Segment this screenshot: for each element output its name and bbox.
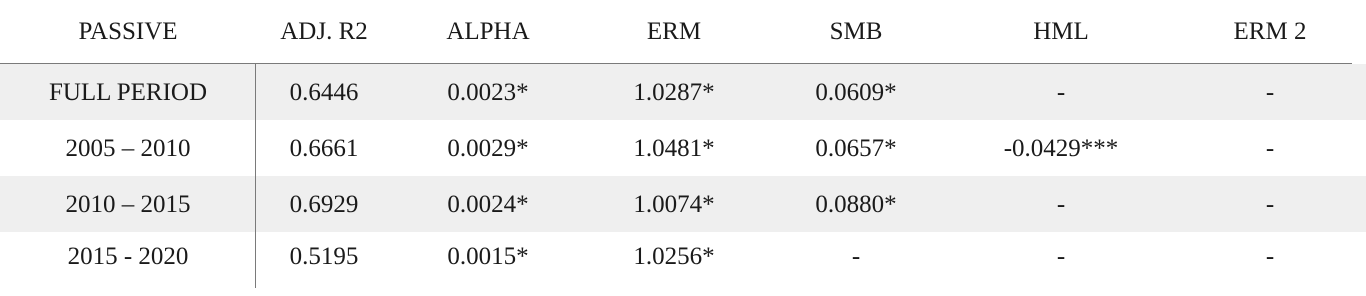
cell-alpha: 0.0015* xyxy=(447,242,529,270)
cell-erm: 1.0481* xyxy=(633,134,715,162)
cell-erm2: - xyxy=(1265,78,1275,106)
cell-adj-r2: 0.6661 xyxy=(289,134,359,162)
table-row xyxy=(0,120,1366,176)
cell-smb: 0.0657* xyxy=(815,134,897,162)
cell-adj-r2: 0.6446 xyxy=(289,78,359,106)
header-smb: SMB xyxy=(829,17,883,45)
table-header-row xyxy=(0,0,1366,62)
row-label-divider xyxy=(255,64,256,288)
header-passive: PASSIVE xyxy=(78,17,178,45)
table-row xyxy=(0,176,1366,232)
row-label: 2005 – 2010 xyxy=(65,134,191,162)
row-label: FULL PERIOD xyxy=(48,78,208,106)
table-row xyxy=(0,232,1366,280)
cell-smb: 0.0609* xyxy=(815,78,897,106)
cell-erm2: - xyxy=(1265,242,1275,270)
header-erm2: ERM 2 xyxy=(1233,17,1307,45)
cell-hml: - xyxy=(1056,190,1066,218)
cell-hml: - xyxy=(1056,242,1066,270)
row-label: 2010 – 2015 xyxy=(65,190,191,218)
table-row xyxy=(0,64,1366,120)
cell-erm: 1.0256* xyxy=(633,242,715,270)
cell-erm2: - xyxy=(1265,190,1275,218)
cell-smb: - xyxy=(851,242,861,270)
header-alpha: ALPHA xyxy=(446,17,530,45)
header-adj-r2: ADJ. R2 xyxy=(280,17,368,45)
header-hml: HML xyxy=(1033,17,1089,45)
cell-hml: - xyxy=(1056,78,1066,106)
cell-alpha: 0.0029* xyxy=(447,134,529,162)
cell-erm: 1.0074* xyxy=(633,190,715,218)
cell-adj-r2: 0.6929 xyxy=(289,190,359,218)
cell-smb: 0.0880* xyxy=(815,190,897,218)
cell-adj-r2: 0.5195 xyxy=(289,242,359,270)
cell-hml: -0.0429*** xyxy=(1003,134,1119,162)
header-erm: ERM xyxy=(646,17,702,45)
row-label: 2015 - 2020 xyxy=(67,242,189,270)
cell-alpha: 0.0023* xyxy=(447,78,529,106)
cell-erm: 1.0287* xyxy=(633,78,715,106)
cell-alpha: 0.0024* xyxy=(447,190,529,218)
cell-erm2: - xyxy=(1265,134,1275,162)
